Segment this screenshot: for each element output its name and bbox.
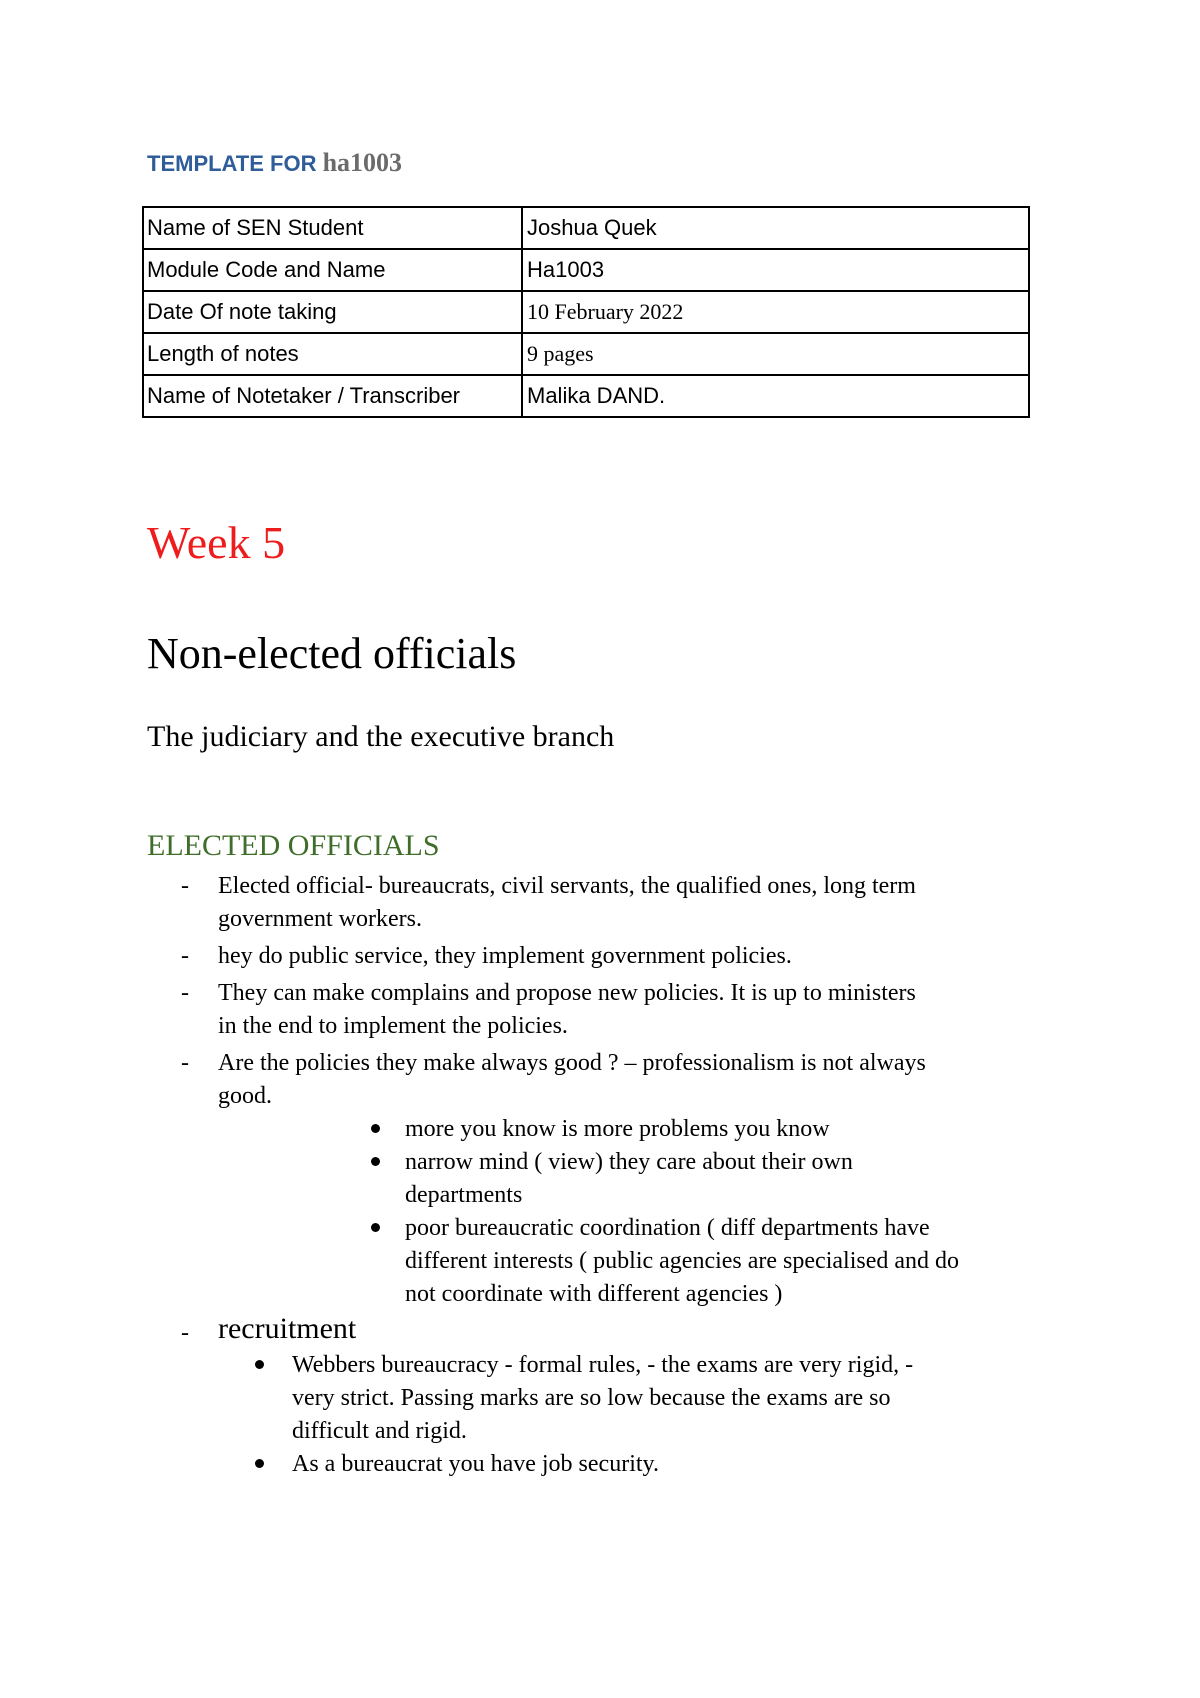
template-code: ha1003 (322, 148, 403, 177)
bullet-icon (255, 1360, 264, 1369)
bullet-icon (371, 1223, 380, 1232)
dash-marker: - (181, 980, 189, 1006)
list-item: departments (405, 1182, 523, 1208)
table-label: Name of Notetaker / Transcriber (143, 375, 522, 417)
table-label: Name of SEN Student (143, 207, 522, 249)
info-table (142, 206, 1030, 418)
table-row (143, 207, 1029, 249)
list-item: good. (218, 1083, 272, 1109)
list-item: poor bureaucratic coordination ( diff departments have (405, 1215, 930, 1241)
list-item: different interests ( public agencies are specialised and do (405, 1248, 960, 1274)
table-label: Length of notes (143, 333, 522, 375)
template-title (147, 148, 402, 178)
table-label: Module Code and Name (143, 249, 522, 291)
table-label: Date Of note taking (143, 291, 522, 333)
list-item: As a bureaucrat you have job security. (292, 1451, 659, 1477)
week-heading: Week 5 (147, 517, 286, 568)
table-value: Ha1003 (522, 249, 1029, 291)
table-value: Malika DAND. (522, 375, 1029, 417)
table-row (143, 333, 1029, 375)
page-title: Non-elected officials (147, 629, 517, 678)
recruitment-heading: recruitment (218, 1312, 357, 1345)
section-title: ELECTED OFFICIALS (147, 829, 440, 862)
list-item: hey do public service, they implement government policies. (218, 943, 792, 969)
list-item: more you know is more problems you know (405, 1116, 830, 1142)
table-row (143, 375, 1029, 417)
dash-marker: - (181, 873, 189, 899)
bullet-icon (371, 1157, 380, 1166)
list-item: in the end to implement the policies. (218, 1013, 568, 1039)
table-value: 9 pages (522, 333, 1029, 375)
dash-marker: - (181, 1320, 189, 1346)
list-item: government workers. (218, 906, 422, 932)
list-item: Webbers bureaucracy - formal rules, - the exams are very rigid, - (292, 1352, 914, 1378)
list-item: Elected official- bureaucrats, civil servants, the qualified ones, long term (218, 873, 916, 899)
list-item: not coordinate with different agencies ) (405, 1281, 783, 1307)
table-value: 10 February 2022 (522, 291, 1029, 333)
table-row (143, 291, 1029, 333)
dash-marker: - (181, 943, 189, 969)
table-value: Joshua Quek (522, 207, 1029, 249)
table-row (143, 249, 1029, 291)
list-item: Are the policies they make always good ? – professionalism is not always (218, 1050, 926, 1076)
list-item: They can make complains and propose new policies. It is up to ministers (218, 980, 916, 1006)
list-item: very strict. Passing marks are so low because the exams are so (292, 1385, 891, 1411)
dash-marker: - (181, 1050, 189, 1076)
page-subtitle: The judiciary and the executive branch (147, 720, 615, 753)
list-item: narrow mind ( view) they care about their own (405, 1149, 853, 1175)
bullet-icon (371, 1124, 380, 1133)
bullet-icon (255, 1459, 264, 1468)
list-item: difficult and rigid. (292, 1418, 467, 1444)
template-label: TEMPLATE FOR (147, 151, 317, 176)
